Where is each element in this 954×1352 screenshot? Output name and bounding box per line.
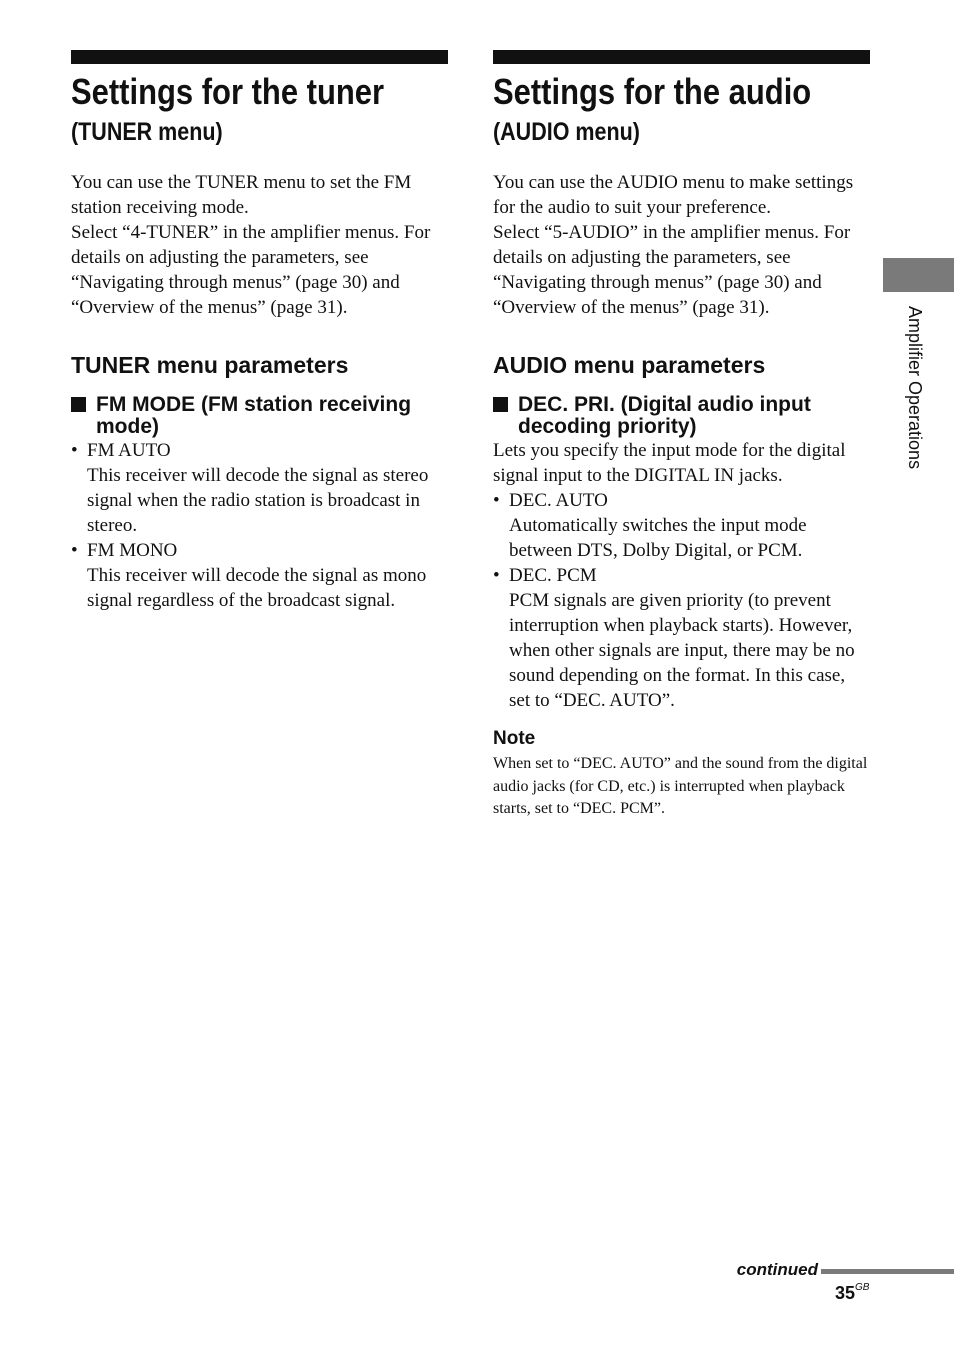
tuner-intro-2: Select “4-TUNER” in the amplifier menus. For details on adjusting the parameters, see “Navigating through menus” (page 30) and “Overview of the menus” (page 31). — [71, 222, 431, 318]
audio-intro-2: Select “5-AUDIO” in the amplifier menus. For details on adjusting the parameters, see “Navigating through menus” (page 30) and “Overview of the menus” (page 31). — [493, 222, 851, 318]
audio-intro-1: You can use the AUDIO menu to make settings for the audio to suit your preference. — [493, 172, 854, 218]
square-bullet-icon — [493, 397, 508, 412]
square-bullet-icon — [71, 397, 86, 412]
fm-mode-heading-text: FM MODE (FM station receiving mode) — [96, 393, 412, 438]
section-rule — [493, 50, 870, 64]
option-description: Automatically switches the input mode between DTS, Dolby Digital, or PCM. — [509, 515, 807, 561]
tuner-subtitle: (TUNER menu) — [71, 118, 223, 146]
option-description: This receiver will decode the signal as mono signal regardless of the broadcast signal. — [87, 565, 427, 611]
section-rule — [71, 50, 448, 64]
tuner-intro-1: You can use the TUNER menu to set the FM station receiving mode. — [71, 172, 412, 218]
fm-mode-options — [71, 438, 448, 613]
tuner-section — [71, 50, 448, 613]
bullet-icon: • — [71, 540, 78, 561]
list-item — [71, 538, 448, 613]
audio-parameters-heading: AUDIO menu parameters — [493, 352, 766, 378]
continued-label: continued — [736, 1260, 818, 1279]
tuner-title: Settings for the tuner — [71, 71, 385, 112]
chapter-label: Amplifier Operations — [905, 306, 925, 470]
bullet-icon: • — [71, 440, 78, 461]
note-text: When set to “DEC. AUTO” and the sound from the digital audio jacks (for CD, etc.) is interrupted when playback starts, set to “DEC. PCM”. — [493, 755, 868, 817]
bullet-icon: • — [493, 565, 500, 586]
page-number — [835, 1281, 869, 1305]
option-label: DEC. AUTO — [509, 490, 608, 511]
option-label: DEC. PCM — [509, 565, 597, 586]
audio-title: Settings for the audio — [493, 71, 812, 112]
dec-pri-heading — [493, 394, 870, 438]
fm-mode-heading — [71, 394, 448, 438]
audio-section — [493, 50, 870, 821]
option-label: FM AUTO — [87, 440, 171, 461]
dec-pri-description: Lets you specify the input mode for the digital signal input to the DIGITAL IN jacks. — [493, 440, 846, 486]
option-description: PCM signals are given priority (to prevent interruption when playback starts). However, when other signals are input, there may be no sound depending on the format. In this case, set to “DEC. AUTO”. — [509, 590, 855, 711]
list-item — [493, 563, 870, 713]
dec-pri-heading-text: DEC. PRI. (Digital audio input decoding priority) — [518, 393, 811, 438]
tuner-parameters-heading: TUNER menu parameters — [71, 352, 349, 378]
dec-pri-options — [493, 488, 870, 713]
page-suffix: GB — [855, 1282, 870, 1293]
note-label: Note — [493, 728, 536, 749]
list-item — [493, 488, 870, 563]
chapter-tab — [883, 258, 954, 292]
audio-subtitle: (AUDIO menu) — [493, 118, 640, 146]
continued-bar — [821, 1269, 954, 1274]
bullet-icon: • — [493, 490, 500, 511]
option-label: FM MONO — [87, 540, 178, 561]
option-description: This receiver will decode the signal as stereo signal when the radio station is broadcast in stereo. — [87, 465, 429, 536]
list-item — [71, 438, 448, 538]
page-number-value: 35 — [835, 1283, 856, 1303]
